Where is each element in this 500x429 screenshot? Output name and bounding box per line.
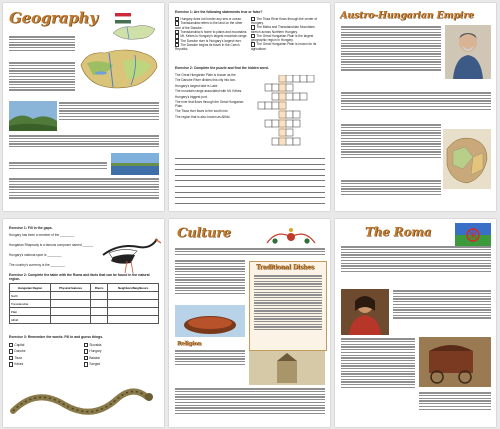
- true-false-list-right: [251, 17, 325, 51]
- table-row[interactable]: Alföld: [10, 316, 159, 324]
- church-photo-icon: [249, 351, 325, 385]
- table-header: Neighbors/Neighbours: [108, 284, 159, 292]
- crossword-grid[interactable]: [249, 75, 325, 147]
- word-item[interactable]: Slovakia: [84, 343, 159, 347]
- puzzle-clue: The Great Hungarian Plain is known as the: [175, 73, 236, 77]
- tf-item[interactable]: The Great Hungarian Plain is the largest geographic region in Hungary.: [251, 33, 314, 43]
- roma-woman-photo-icon: [341, 289, 389, 335]
- word-item[interactable]: Danube: [9, 349, 84, 353]
- stork-icon: [99, 225, 161, 275]
- puzzle-clue: The region that is also known as Alföld.: [175, 114, 231, 119]
- word-item[interactable]: Tisza: [9, 356, 84, 360]
- tf-item[interactable]: Hungary does not border any sea or ocean.: [175, 17, 249, 21]
- fill-gaps-list: [9, 233, 99, 267]
- puzzle-clue: Hungary's largest lake is Lake: [175, 83, 218, 88]
- gap-item[interactable]: Hungary's national sport is ________: [9, 253, 62, 257]
- traditional-dishes-box: [249, 261, 327, 351]
- word-item[interactable]: Hungary: [84, 349, 159, 353]
- culture-title: Culture: [177, 226, 231, 241]
- gap-item[interactable]: The country's currency is the ________: [9, 263, 65, 267]
- roma-wagon-photo-icon: [419, 337, 491, 387]
- geography-title: Geography: [9, 9, 98, 27]
- hungary-map-icon: [77, 45, 161, 93]
- roma-page: [335, 219, 496, 427]
- tf-item[interactable]: Transdanubia is home to plains and mountains.: [175, 30, 249, 34]
- tf-item[interactable]: Mt. Kékes is Hungary's largest mountain range.: [175, 34, 249, 38]
- gap-item[interactable]: Hungary has been a member of the ________: [9, 233, 75, 237]
- puzzle-clue: The river that flows through the Great Hungarian Plain.: [175, 99, 244, 108]
- roma-flag-icon: [455, 223, 491, 247]
- puzzle-clue: Hungary's biggest port.: [175, 94, 208, 99]
- table-header: Physical features: [51, 284, 91, 292]
- dishes-heading: Traditional Dishes: [256, 264, 315, 271]
- puzzle-clue-list: [175, 73, 245, 119]
- lake-photo-icon: [111, 153, 159, 175]
- hungary-flag-icon: [107, 9, 161, 43]
- goulash-photo-icon: [175, 305, 245, 337]
- exercise3-heading: Exercise 3: Remember the words: Fill in and guess things.: [9, 335, 104, 339]
- tf-item[interactable]: The Danube begins its travel in the Czech Republic.: [175, 43, 240, 52]
- word-item[interactable]: Capital: [9, 343, 84, 347]
- true-false-list-left: [175, 17, 249, 51]
- exercise2-heading: Exercise 2: Complete the puzzle and find the hidden word.: [175, 66, 269, 70]
- tf-item[interactable]: Transdanubia refers to the land on the other side of the Danube.: [175, 21, 243, 30]
- tf-item[interactable]: The Great Hungarian Plain is known for its agriculture.: [251, 42, 317, 51]
- empire-map-icon: [443, 129, 491, 189]
- religion-heading: Religion: [177, 341, 202, 347]
- tf-item[interactable]: The Tisza River flows through the center of Hungary.: [251, 17, 317, 26]
- roma-title: The Roma: [365, 225, 432, 239]
- emperor-portrait-icon: [445, 25, 491, 79]
- empire-page: [335, 3, 496, 211]
- table-row[interactable]: Transdanubia: [10, 300, 159, 308]
- geography-intro-text: [9, 35, 75, 53]
- snake-icon: [7, 377, 161, 425]
- word-item[interactable]: Balaton: [84, 356, 159, 360]
- puzzle-clue: The mountain range associated with Mt. Kékes.: [175, 89, 243, 94]
- word-list: [9, 343, 159, 367]
- table-row[interactable]: North: [10, 292, 159, 300]
- word-item[interactable]: Szeged: [84, 362, 159, 366]
- table-header: Rivers: [90, 284, 108, 292]
- table-row[interactable]: Plain: [10, 308, 159, 316]
- table-heading: Exercise 2: Complete the table with the Roma and facts that can be found in the natural region.: [9, 273, 150, 281]
- landscape-photo-icon: [9, 101, 57, 131]
- geography-exercises-page: [169, 3, 330, 211]
- fill-gaps-heading: Exercise 1: Fill in the gaps.: [9, 226, 53, 230]
- table-header: Hungarian Region: [10, 284, 51, 292]
- culture-page: [169, 219, 330, 427]
- gap-item[interactable]: Hungarian Rhapsody is a famous composer named ______: [9, 243, 94, 247]
- puzzle-clue: The Tisza river flows to the south into: [175, 109, 228, 114]
- tf-item[interactable]: The Danube river is Hungary's largest river.: [175, 39, 249, 43]
- regions-table: [9, 283, 159, 324]
- exercise1-heading: Exercise 1: Are the following statements true or false?: [175, 10, 263, 14]
- empire-title: Austro-Hungarian Empire: [340, 10, 474, 21]
- geography-page: [3, 3, 164, 211]
- tf-item[interactable]: The Mátra and Transdanubian Mountains stretch across Northern Hungary.: [251, 25, 315, 34]
- puzzle-clue: The Danube River divides this city into two.: [175, 78, 236, 83]
- exercises-page-2: [3, 219, 164, 427]
- word-item[interactable]: Kékes: [9, 362, 84, 366]
